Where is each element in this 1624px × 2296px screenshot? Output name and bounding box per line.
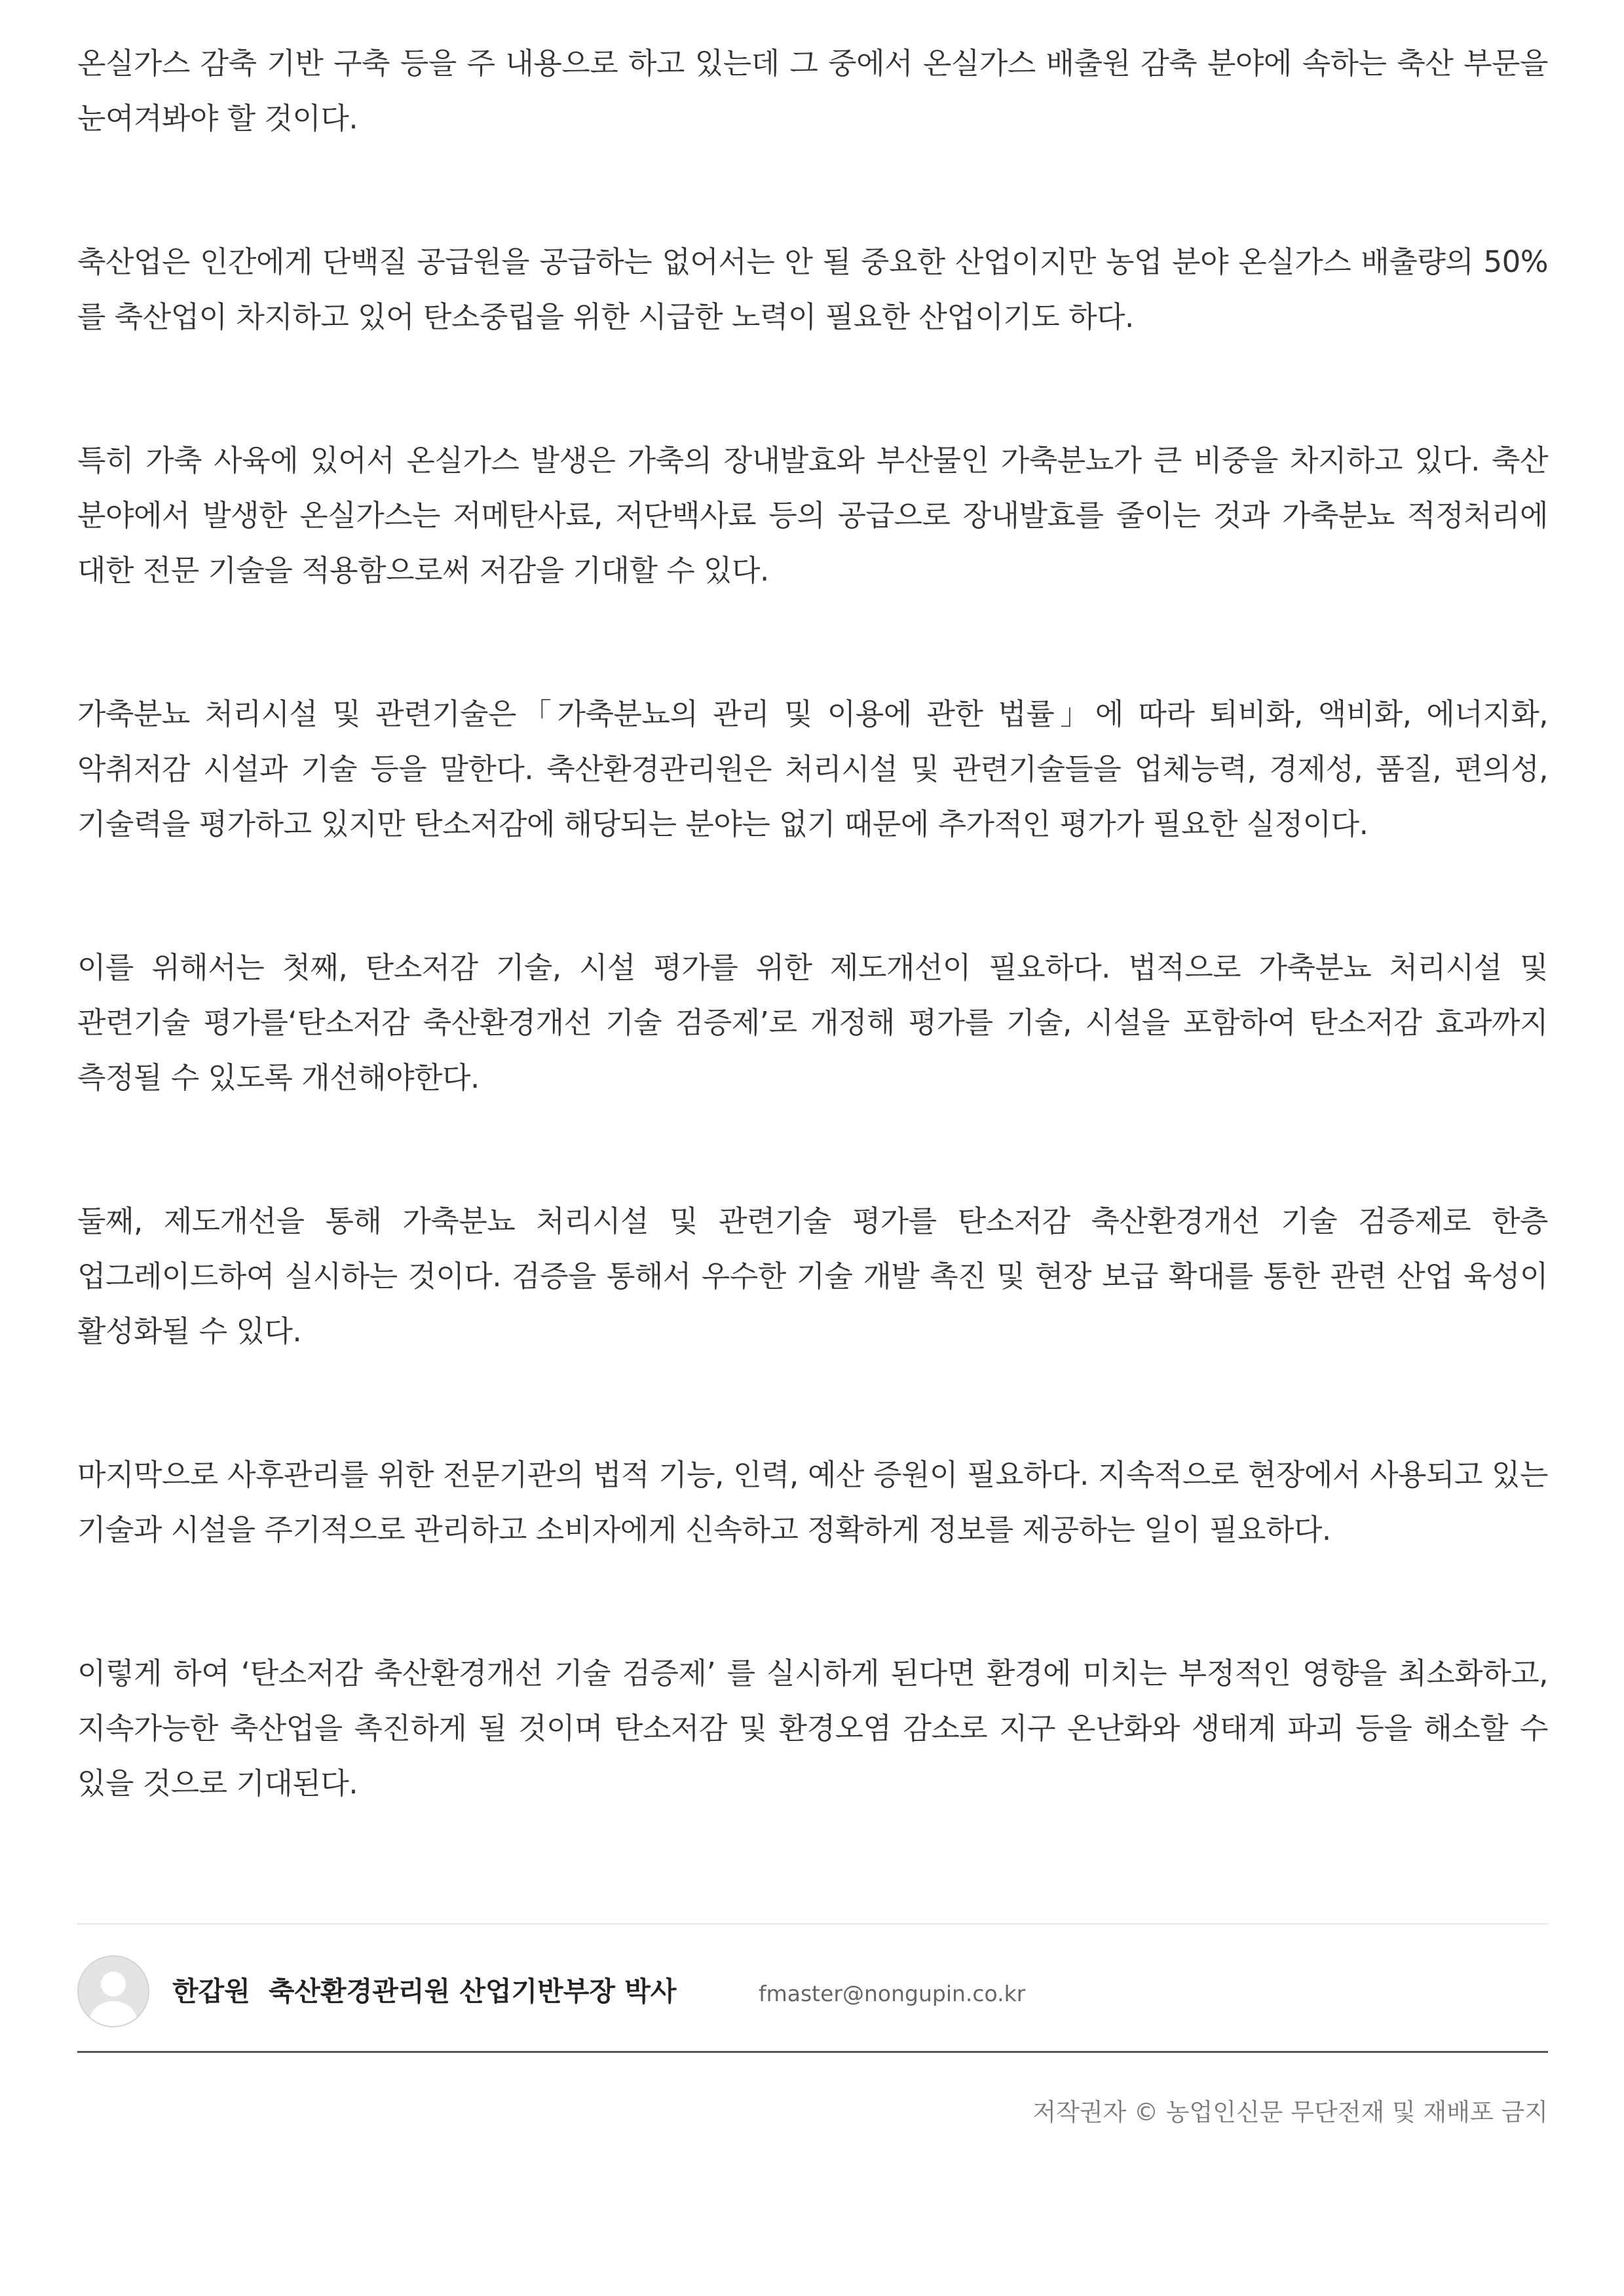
- article-body: [77, 36, 1548, 1811]
- author-email-link[interactable]: fmaster@nongupin.co.kr: [759, 1981, 1026, 2006]
- article-paragraph: 가축분뇨 처리시설 및 관련기술은「가축분뇨의 관리 및 이용에 관한 법률」에 따라 퇴비화, 액비화, 에너지화, 악취저감 시설과 기술 등을 말한다. 축산환경관리원은 처리시설 및 관련기술들을 업체능력, 경제성, 품질, 편의성, 기술력을 평가하고 있지만 탄소저감에 해당되는 분야는 없기 때문에 추가적인 평가가 필요한 실정이다.: [77, 697, 1548, 841]
- author-title: 축산환경관리원 산업기반부장 박사: [268, 1976, 677, 2007]
- article-paragraph: 이렇게 하여 ‘탄소저감 축산환경개선 기술 검증제’ 를 실시하게 된다면 환경에 미치는 부정적인 영향을 최소화하고, 지속가능한 축산업을 촉진하게 될 것이며 탄소저감 및 환경오염 감소로 지구 온난화와 생태계 파괴 등을 해소할 수 있을 것으로 기대된다.: [77, 1656, 1548, 1801]
- article-paragraph: 축산업은 인간에게 단백질 공급원을 공급하는 없어서는 안 될 중요한 산업이지만 농업 분야 온실가스 배출량의 50%를 축산업이 차지하고 있어 탄소중립을 위한 시급한 노력이 필요한 산업이기도 하다.: [77, 244, 1548, 334]
- article-paragraph: 온실가스 감축 기반 구축 등을 주 내용으로 하고 있는데 그 중에서 온실가스 배출원 감축 분야에 속하는 축산 부문을 눈여겨봐야 할 것이다.: [77, 46, 1548, 136]
- article-paragraph: 특히 가축 사육에 있어서 온실가스 발생은 가축의 장내발효와 부산물인 가축분뇨가 큰 비중을 차지하고 있다. 축산 분야에서 발생한 온실가스는 저메탄사료, 저단백사료 등의 공급으로 장내발효를 줄이는 것과 가축분뇨 적정처리에 대한 전문 기술을 적용함으로써 저감을 기대할 수 있다.: [77, 443, 1548, 588]
- article-paragraph: 둘째, 제도개선을 통해 가축분뇨 처리시설 및 관련기술 평가를 탄소저감 축산환경개선 기술 검증제로 한층 업그레이드하여 실시하는 것이다. 검증을 통해서 우수한 기술 개발 촉진 및 현장 보급 확대를 통한 관련 산업 육성이 활성화될 수 있다.: [77, 1204, 1548, 1349]
- article-paragraph: 이를 위해서는 첫째, 탄소저감 기술, 시설 평가를 위한 제도개선이 필요하다. 법적으로 가축분뇨 처리시설 및 관련기술 평가를‘탄소저감 축산환경개선 기술 검증제’로 개정해 평가를 기술, 시설을 포함하여 탄소저감 효과까지 측정될 수 있도록 개선해야한다.: [77, 950, 1548, 1095]
- article-paragraph: 마지막으로 사후관리를 위한 전문기관의 법적 기능, 인력, 예산 증원이 필요하다. 지속적으로 현장에서 사용되고 있는 기술과 시설을 주기적으로 관리하고 소비자에게 신속하고 정확하게 정보를 제공하는 일이 필요하다.: [77, 1457, 1548, 1547]
- author-name: [172, 1972, 676, 2011]
- user-avatar-icon: [77, 1955, 149, 2027]
- author-byline: [77, 1923, 1548, 2053]
- author-name-text: 한갑원: [172, 1976, 250, 2007]
- copyright-notice: 저작권자 © 농업인신문 무단전재 및 재배포 금지: [1032, 2098, 1548, 2126]
